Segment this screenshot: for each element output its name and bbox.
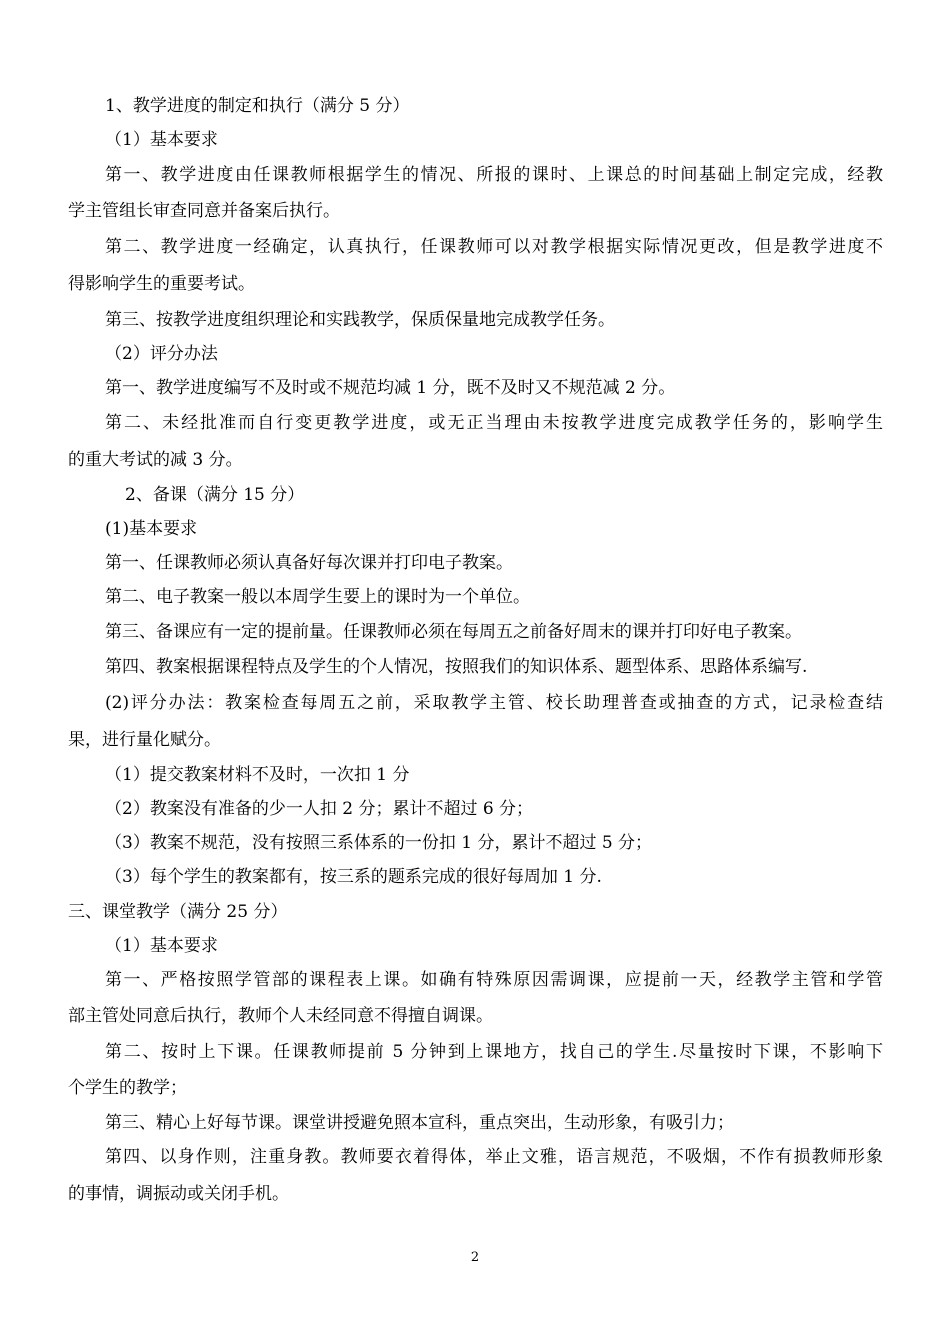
paragraph-line: 第二、按时上下课。任课教师提前 5 分钟到上课地方，找自己的学生.尽量按时下课，不影响下: [105, 1042, 883, 1062]
list-item: （2）教案没有准备的少一人扣 2 分；累计不超过 6 分；: [105, 799, 534, 819]
paragraph-line: 第一、严格按照学管部的课程表上课。如确有特殊原因需调课，应提前一天，经教学主管和学管: [105, 970, 883, 990]
paragraph-line: 第四、以身作则，注重身教。教师要衣着得体，举止文雅，语言规范，不吸烟，不作有损教师形象: [105, 1147, 883, 1167]
paragraph-line: 第三、精心上好每节课。课堂讲授避免照本宣科，重点突出，生动形象，有吸引力；: [105, 1113, 734, 1133]
paragraph-line: 第四、教案根据课程特点及学生的个人情况，按照我们的知识体系、题型体系、思路体系编写.: [105, 657, 808, 677]
page-number: 2: [470, 1250, 480, 1265]
subheading: (1)基本要求: [105, 519, 198, 539]
paragraph-line: 个学生的教学；: [68, 1078, 187, 1098]
paragraph-line: 部主管处同意后执行，教师个人未经同意不得擅自调课。: [68, 1006, 493, 1026]
paragraph-line: 第二、教学进度一经确定，认真执行，任课教师可以对教学根据实际情况更改，但是教学进度不: [105, 237, 883, 257]
paragraph-line: 的重大考试的减 3 分。: [68, 450, 243, 470]
paragraph-line: (2)评分办法：教案检查每周五之前，采取教学主管、校长助理普查或抽查的方式，记录检查结: [105, 693, 883, 713]
paragraph-line: 第三、按教学进度组织理论和实践教学，保质保量地完成教学任务。: [105, 310, 615, 330]
section-heading: 2、备课（满分 15 分）: [125, 485, 305, 505]
paragraph-line: 第一、教学进度由任课教师根据学生的情况、所报的课时、上课总的时间基础上制定完成，经教: [105, 165, 883, 185]
paragraph-line: 的事情，调振动或关闭手机。: [68, 1184, 289, 1204]
subheading: （2）评分办法: [105, 344, 218, 364]
list-item: （1）提交教案材料不及时，一次扣 1 分: [105, 765, 410, 785]
paragraph-line: 第二、未经批准而自行变更教学进度，或无正当理由未按教学进度完成教学任务的，影响学生: [105, 413, 883, 433]
paragraph-line: 第一、教学进度编写不及时或不规范均减 1 分，既不及时又不规范减 2 分。: [105, 378, 676, 398]
subheading: （1）基本要求: [105, 936, 218, 956]
paragraph-line: 第二、电子教案一般以本周学生要上的课时为一个单位。: [105, 587, 530, 607]
section-heading: 三、课堂教学（满分 25 分）: [68, 902, 288, 922]
paragraph-line: 果，进行量化赋分。: [68, 730, 221, 750]
paragraph-line: 第三、备课应有一定的提前量。任课教师必须在每周五之前备好周末的课并打印好电子教案。: [105, 622, 802, 642]
list-item: （3）每个学生的教案都有，按三系的题系完成的很好每周加 1 分.: [105, 867, 602, 887]
section-heading: 1、教学进度的制定和执行（满分 5 分）: [105, 96, 410, 116]
list-item: （3）教案不规范，没有按照三系体系的一份扣 1 分，累计不超过 5 分；: [105, 833, 653, 853]
paragraph-line: 得影响学生的重要考试。: [68, 274, 255, 294]
paragraph-line: 学主管组长审查同意并备案后执行。: [68, 201, 340, 221]
paragraph-line: 第一、任课教师必须认真备好每次课并打印电子教案。: [105, 553, 513, 573]
subheading: （1）基本要求: [105, 130, 218, 150]
